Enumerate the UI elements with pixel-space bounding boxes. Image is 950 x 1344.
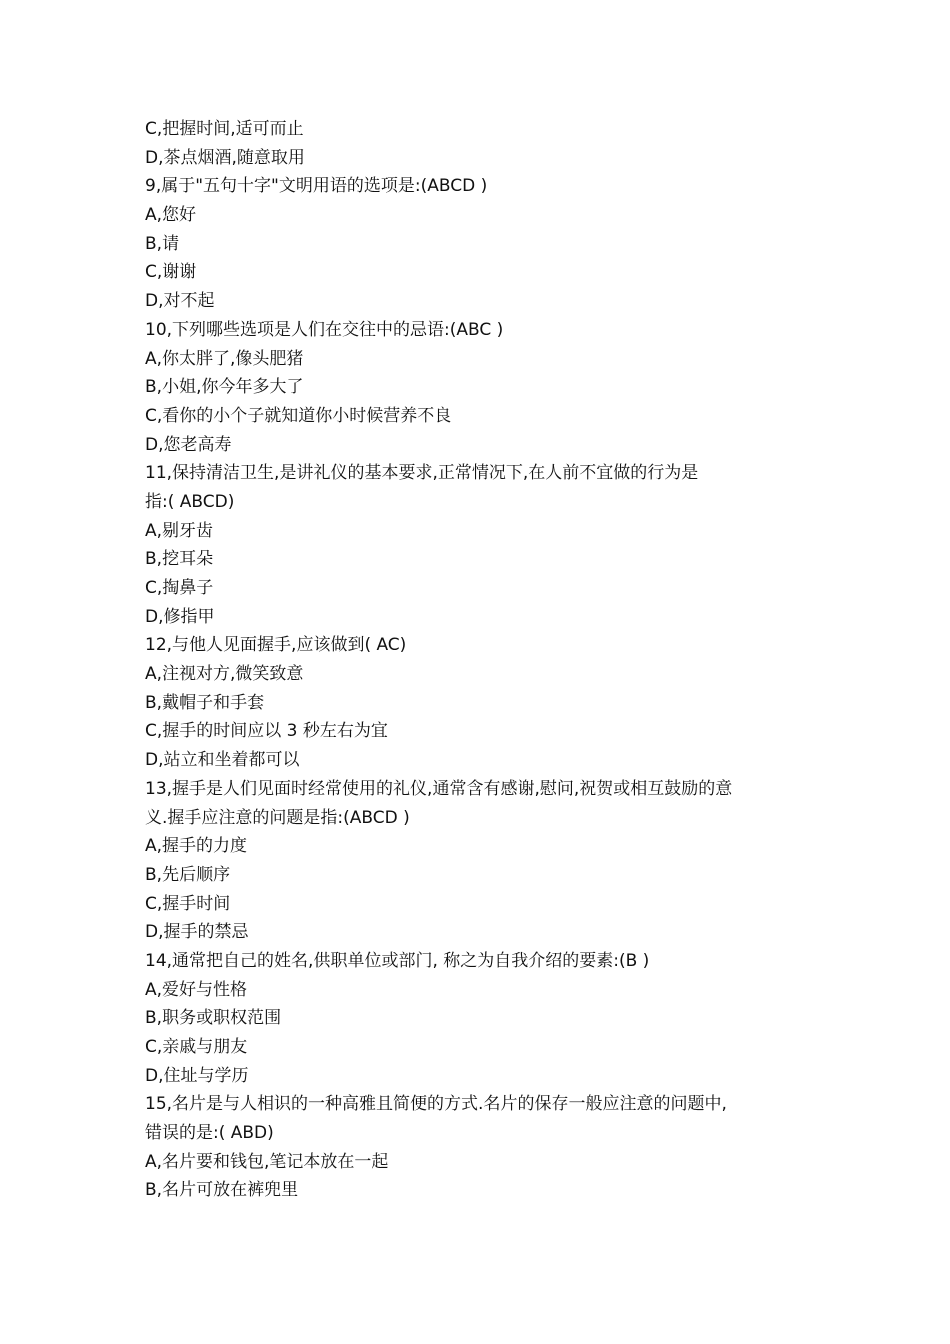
option-line: B,挖耳朵 bbox=[145, 549, 214, 570]
option-line: C,谢谢 bbox=[145, 262, 197, 283]
question-line: 义.握手应注意的问题是指:(ABCD ) bbox=[145, 807, 410, 828]
question-text-body bbox=[145, 115, 815, 1205]
option-line: C,握手的时间应以 3 秒左右为宜 bbox=[145, 721, 388, 742]
question-line: 12,与他人见面握手,应该做到( AC) bbox=[145, 635, 407, 656]
option-line: D,修指甲 bbox=[145, 606, 215, 627]
option-line: C,掏鼻子 bbox=[145, 578, 214, 598]
text-line: C,把握时间,适可而止 bbox=[145, 119, 304, 139]
option-line: B,请 bbox=[145, 233, 180, 254]
option-line: B,名片可放在裤兜里 bbox=[145, 1180, 299, 1201]
question-line: 11,保持清洁卫生,是讲礼仪的基本要求,正常情况下,在人前不宜做的行为是 bbox=[145, 463, 699, 484]
option-line: B,先后顺序 bbox=[145, 864, 231, 885]
option-line: A,爱好与性格 bbox=[145, 979, 248, 1000]
option-line: C,看你的小个子就知道你小时候营养不良 bbox=[145, 405, 452, 426]
option-line: D,住址与学历 bbox=[145, 1065, 249, 1086]
question-line: 15,名片是与人相识的一种高雅且简便的方式.名片的保存一般应注意的问题中, bbox=[145, 1094, 727, 1115]
question-line: 9,属于"五句十字"文明用语的选项是:(ABCD ) bbox=[145, 176, 488, 197]
question-line: 错误的是:( ABD) bbox=[145, 1123, 274, 1144]
option-line: A,您好 bbox=[145, 205, 197, 226]
question-line: 13,握手是人们见面时经常使用的礼仪,通常含有感谢,慰问,祝贺或相互鼓励的意 bbox=[145, 778, 733, 799]
option-line: B,小姐,你今年多大了 bbox=[145, 377, 304, 398]
question-line: 10,下列哪些选项是人们在交往中的忌语:(ABC ) bbox=[145, 319, 504, 340]
option-line: A,握手的力度 bbox=[145, 836, 248, 857]
question-line: 14,通常把自己的姓名,供职单位或部门, 称之为自我介绍的要素:(B ) bbox=[145, 950, 650, 971]
option-line: D,您老高寿 bbox=[145, 434, 232, 455]
text-line: D,茶点烟酒,随意取用 bbox=[145, 147, 305, 168]
question-line: 指:( ABCD) bbox=[145, 491, 235, 512]
option-line: D,站立和坐着都可以 bbox=[145, 750, 300, 771]
option-line: A,剔牙齿 bbox=[145, 520, 214, 541]
option-line: A,注视对方,微笑致意 bbox=[145, 664, 304, 685]
option-line: B,职务或职权范围 bbox=[145, 1008, 282, 1029]
option-line: C,握手时间 bbox=[145, 893, 231, 914]
option-line: C,亲戚与朋友 bbox=[145, 1037, 248, 1057]
option-line: A,名片要和钱包,笔记本放在一起 bbox=[145, 1151, 389, 1172]
option-line: D,握手的禁忌 bbox=[145, 922, 249, 943]
option-line: D,对不起 bbox=[145, 291, 215, 312]
option-line: A,你太胖了,像头肥猪 bbox=[145, 348, 304, 369]
option-line: B,戴帽子和手套 bbox=[145, 692, 265, 713]
